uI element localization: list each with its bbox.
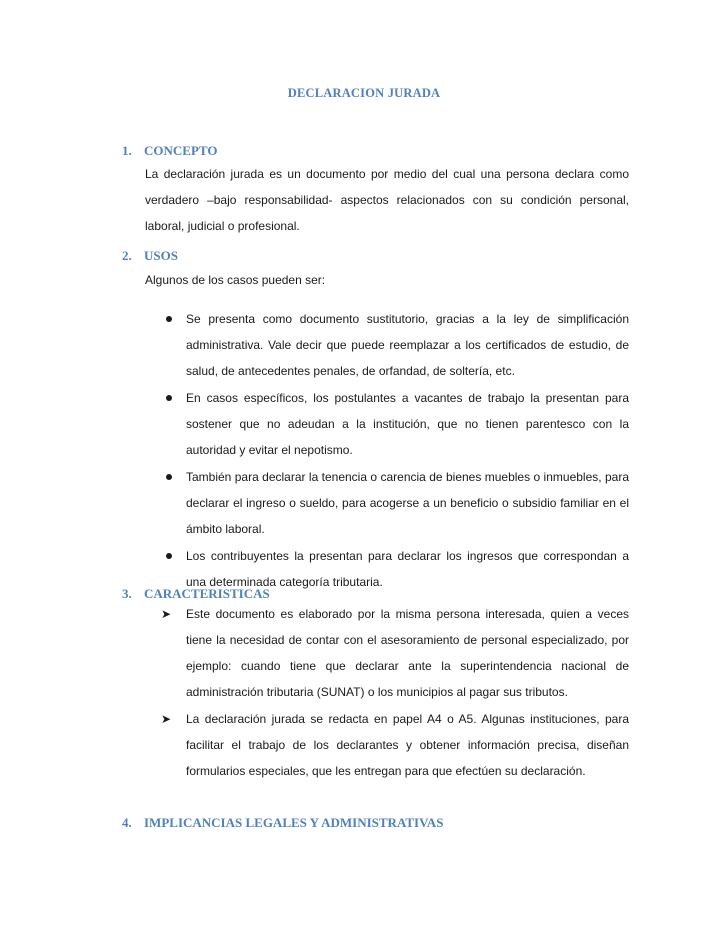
list-item-text: También para declarar la tenencia o carencia de bienes muebles o inmuebles, para declarar el ingreso o sueldo, para acogerse a un beneficio o subsidio familiar en el ámbito laboral.	[186, 470, 629, 536]
list-item-text: Este documento es elaborado por la misma persona interesada, quien a veces tiene la necesidad de contar con el asesoramiento de personal especializado, por ejemplo: cuando tiene que declarar ante la superintendencia nacional de administración tributaria (SUNAT) o los municipios al pagar sus tributos.	[186, 607, 629, 699]
section-heading-usos	[122, 248, 178, 264]
section-number: 3.	[122, 586, 132, 601]
section-heading-concepto	[122, 143, 217, 159]
section-number: 2.	[122, 248, 132, 263]
filled-circle-bullet-icon	[166, 474, 172, 480]
filled-circle-bullet-icon	[166, 553, 172, 559]
section-title: CONCEPTO	[144, 143, 218, 158]
list-item-text: En casos específicos, los postulantes a vacantes de trabajo la presentan para sostener que no adeudan a la institución, que no tienen parentesco con la autoridad y evitar el nepotismo.	[186, 391, 629, 457]
list-item	[145, 385, 629, 463]
section-title: CARACTERISTICAS	[144, 586, 270, 601]
section-heading-implicancias	[122, 815, 443, 831]
filled-circle-bullet-icon	[166, 316, 172, 322]
arrowhead-bullet-icon: ➤	[161, 607, 172, 621]
caracteristicas-bullet-list	[145, 601, 629, 785]
list-item-text: Los contribuyentes la presentan para declarar los ingresos que correspondan a una determinada categoría tributaria.	[186, 549, 629, 589]
usos-bullet-list	[145, 306, 629, 596]
document-title: DECLARACION JURADA	[287, 86, 441, 100]
section-heading-caracteristicas	[122, 586, 270, 602]
list-item-text: La declaración jurada se redacta en papel A4 o A5. Algunas instituciones, para facilitar el trabajo de los declarantes y obtener información precisa, diseñan formularios especiales, que les entregan para que efectúen su declaración.	[186, 712, 629, 778]
arrowhead-bullet-icon: ➤	[161, 712, 172, 726]
list-item	[145, 306, 629, 384]
list-item	[145, 706, 629, 784]
list-item	[145, 601, 629, 705]
list-item	[145, 464, 629, 542]
filled-circle-bullet-icon	[166, 395, 172, 401]
list-item-text: Se presenta como documento sustitutorio, gracias a la ley de simplificación administrativa. Vale decir que puede reemplazar a los certificados de estudio, de salud, de antecedentes penales, de orfandad, de soltería, etc.	[186, 312, 629, 378]
concepto-paragraph: La declaración jurada es un documento por medio del cual una persona declara como verdadero –bajo responsabilidad- aspectos relacionados con su condición personal, laboral, judicial o profesional.	[145, 167, 629, 233]
section-title: USOS	[144, 248, 178, 263]
section-title: IMPLICANCIAS LEGALES Y ADMINISTRATIVAS	[144, 815, 444, 830]
section-number: 4.	[122, 815, 132, 830]
section-number: 1.	[122, 143, 132, 158]
usos-intro: Algunos de los casos pueden ser:	[145, 273, 326, 287]
